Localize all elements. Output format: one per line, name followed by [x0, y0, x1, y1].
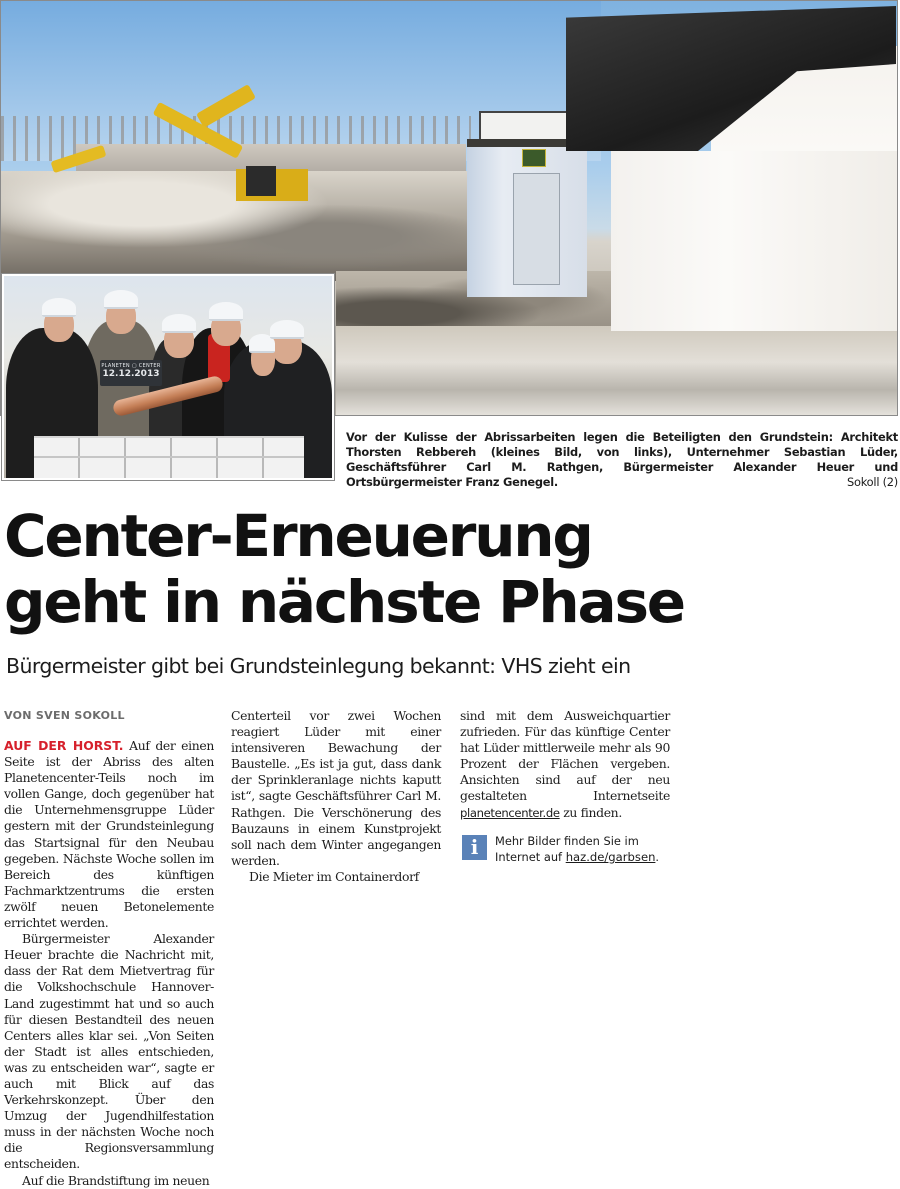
photo-wet-floor — [336, 326, 898, 416]
haz-garbsen-link[interactable]: haz.de/garbsen — [565, 850, 656, 864]
article-paragraph: Auf die Brandstiftung im neuen — [22, 1172, 210, 1188]
inset-photo-foundation-stone — [2, 274, 334, 480]
photo-excavator-cab — [246, 166, 276, 196]
headline-line-2: geht in nächste Phase — [4, 568, 684, 636]
headline — [4, 503, 894, 635]
info-icon: i — [462, 835, 487, 860]
hard-hat-icon — [162, 314, 196, 333]
article-paragraph: Centerteil vor zwei Wochen reagiert Lüder mit einer intensiveren Bewachung der Baustelle. „Es ist ja gut, dass dank der Sprinkleranlage nichts kaputt ist“, sagte Geschäftsführer Carl M. Rathgen. Die Verschönerung des Bauzauns in einem Kunstprojekt soll nach dem Winter angegangen werden. — [231, 708, 441, 868]
photo-credit: Sokoll (2) — [847, 475, 898, 489]
paragraph-text: sind mit dem Ausweichquartier zufrieden. Für das künftige Center hat Lüder mittlerweile mehr als 90 Prozent der Flächen vergeben. Ansichten sind auf der neu gestalteten Internetseite — [460, 708, 670, 804]
sign-date: 12.12.2013 — [102, 369, 160, 379]
paragraph-text: Auf der einen Seite ist der Abriss des alten Planetencenter-Teils noch im vollen Gange, doch gegenüber hat die Unternehmensgruppe Lüder gestern mit der Grundsteinlegung das Startsignal für den Neubau gegeben. Nächste Woche sollen im Bereich des künftigen Fachmarktzentrums die ersten zwölf neuen Betonelemente errichtet werden. — [4, 738, 214, 931]
article-column-1 — [4, 738, 214, 1189]
hard-hat-icon — [104, 290, 138, 309]
article-paragraph — [4, 738, 214, 931]
photo-white-wall — [611, 151, 898, 331]
hard-hat-icon — [42, 298, 76, 317]
photo-caption — [346, 430, 898, 490]
hard-hat-icon — [209, 302, 243, 321]
infobox-text — [495, 833, 675, 865]
more-photos-infobox — [462, 833, 676, 867]
article-paragraph: Bürgermeister Alexander Heuer brachte die Nachricht mit, dass der Rat dem Mietvertrag für die Volkshochschule Hannover-Land zugestimmt hat und so auch für diesen Bestandteil des neuen Centers alles klar sei. „Von Seiten der Stadt ist alles entschieden, was zu entscheiden war“, sagte er auch mit Blick auf das Verkehrskonzept. Über den Umzug der Jugendhilfestation muss in der nächsten Woche noch die Regionsversammlung entscheiden. — [4, 931, 214, 1172]
article-column-3 — [460, 708, 670, 821]
dateline: AUF DER HORST. — [4, 738, 124, 753]
article-paragraph — [460, 708, 670, 821]
article-paragraph: Die Mieter im Containerdorf — [249, 868, 419, 884]
hard-hat-icon — [270, 320, 304, 339]
photo-container-sign — [522, 149, 546, 167]
photo-foundation-bricks — [34, 436, 304, 478]
byline: VON SVEN SOKOLL — [4, 709, 125, 722]
infobox-suffix: . — [655, 850, 660, 864]
planetencenter-link[interactable]: planetencenter.de — [460, 805, 560, 820]
photo-container-door — [513, 173, 560, 285]
article-column-2 — [231, 708, 441, 885]
headline-line-1: Center-Erneuerung — [4, 502, 592, 570]
date-sign-plate — [100, 360, 162, 386]
caption-text: Vor der Kulisse der Abrissarbeiten legen die Beteiligten den Grundstein: Architekt Thorsten Rebbereh (kleines Bild, von links), Unternehmer Sebastian Lüder, Geschäftsführer Carl M. Rathgen, Bürgermeister Alexander Heuer und Ortsbürgermeister Franz Genegel. — [346, 430, 898, 489]
infobox-label: Mehr Bilder finden Sie im Internet auf — [495, 834, 639, 864]
sign-brand: PLANETEN ▢ CENTER — [101, 363, 161, 369]
subheadline: Bürgermeister gibt bei Grundsteinlegung bekannt: VHS zieht ein — [6, 654, 631, 678]
paragraph-text: zu finden. — [559, 804, 622, 820]
